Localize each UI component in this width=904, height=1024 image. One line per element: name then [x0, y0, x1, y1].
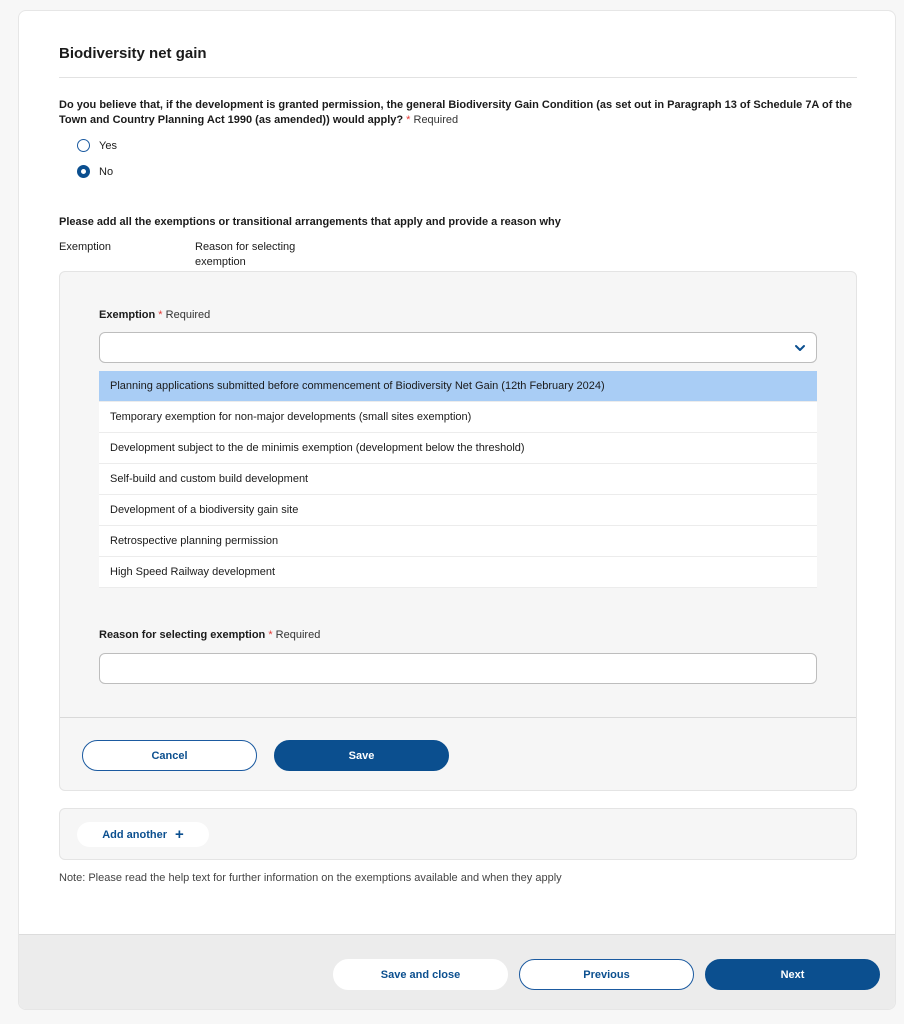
dropdown-option[interactable]: Planning applications submitted before commencement of Biodiversity Net Gain (12th February 2024) — [99, 371, 817, 402]
radio-yes-label: Yes — [99, 139, 117, 152]
reason-required-text: Required — [275, 629, 321, 641]
column-header-exemption: Exemption — [59, 241, 111, 253]
radio-option-yes[interactable] — [77, 139, 117, 152]
required-star: * — [406, 114, 411, 126]
help-note: Note: Please read the help text for further information on the exemptions available and when they apply — [59, 872, 562, 884]
radio-yes[interactable] — [77, 139, 90, 152]
chevron-down-icon[interactable] — [794, 342, 806, 354]
dropdown-option[interactable]: Self-build and custom build development — [99, 464, 817, 495]
reason-field-label — [99, 629, 320, 641]
dropdown-option[interactable]: Development of a biodiversity gain site — [99, 495, 817, 526]
radio-no-label: No — [99, 165, 114, 178]
dropdown-option[interactable]: Retrospective planning permission — [99, 526, 817, 557]
dropdown-option[interactable]: Development subject to the de minimis exemption (development below the threshold) — [99, 433, 817, 464]
reason-input[interactable] — [99, 653, 817, 684]
exemption-required-star: * — [158, 309, 163, 321]
save-and-close-button[interactable]: Save and close — [333, 959, 508, 990]
cancel-button[interactable]: Cancel — [82, 740, 257, 771]
reason-required-star: * — [268, 629, 273, 641]
dropdown-option[interactable]: High Speed Railway development — [99, 557, 817, 588]
column-header-reason: Reason for selecting exemption — [195, 241, 296, 268]
save-button[interactable]: Save — [274, 740, 449, 771]
add-another-label: Add another — [102, 828, 167, 841]
title-divider — [59, 77, 857, 78]
previous-button[interactable]: Previous — [519, 959, 694, 990]
section-title: Biodiversity net gain — [59, 45, 207, 62]
footer-bar — [19, 934, 896, 1010]
exemption-field-label — [99, 309, 210, 321]
form-card — [18, 10, 896, 1010]
exemptions-instruction: Please add all the exemptions or transitional arrangements that apply and provide a reason why — [59, 216, 561, 228]
reason-label-text: Reason for selecting exemption — [99, 629, 266, 641]
exemption-entry-panel — [59, 271, 857, 791]
dropdown-option[interactable]: Temporary exemption for non-major developments (small sites exemption) — [99, 402, 817, 433]
exemption-dropdown-list — [99, 371, 817, 588]
plus-icon: + — [175, 826, 184, 843]
exemption-select[interactable] — [99, 332, 817, 363]
radio-no[interactable] — [77, 165, 90, 178]
question-text: Do you believe that, if the development is granted permission, the general Biodiversity Gain Condition (as set out in Paragraph 13 of Schedule 7A of the Town and Country Planning Act 1990 (as amended)) would apply? — [59, 99, 852, 126]
radio-option-no[interactable] — [77, 165, 113, 178]
add-another-button[interactable] — [77, 822, 209, 847]
exemption-required-text: Required — [165, 309, 211, 321]
required-text: Required — [413, 114, 459, 126]
bng-question — [59, 98, 859, 128]
panel-divider — [60, 717, 856, 718]
add-another-panel — [59, 808, 857, 860]
exemption-label-text: Exemption — [99, 309, 156, 321]
next-button[interactable]: Next — [705, 959, 880, 990]
